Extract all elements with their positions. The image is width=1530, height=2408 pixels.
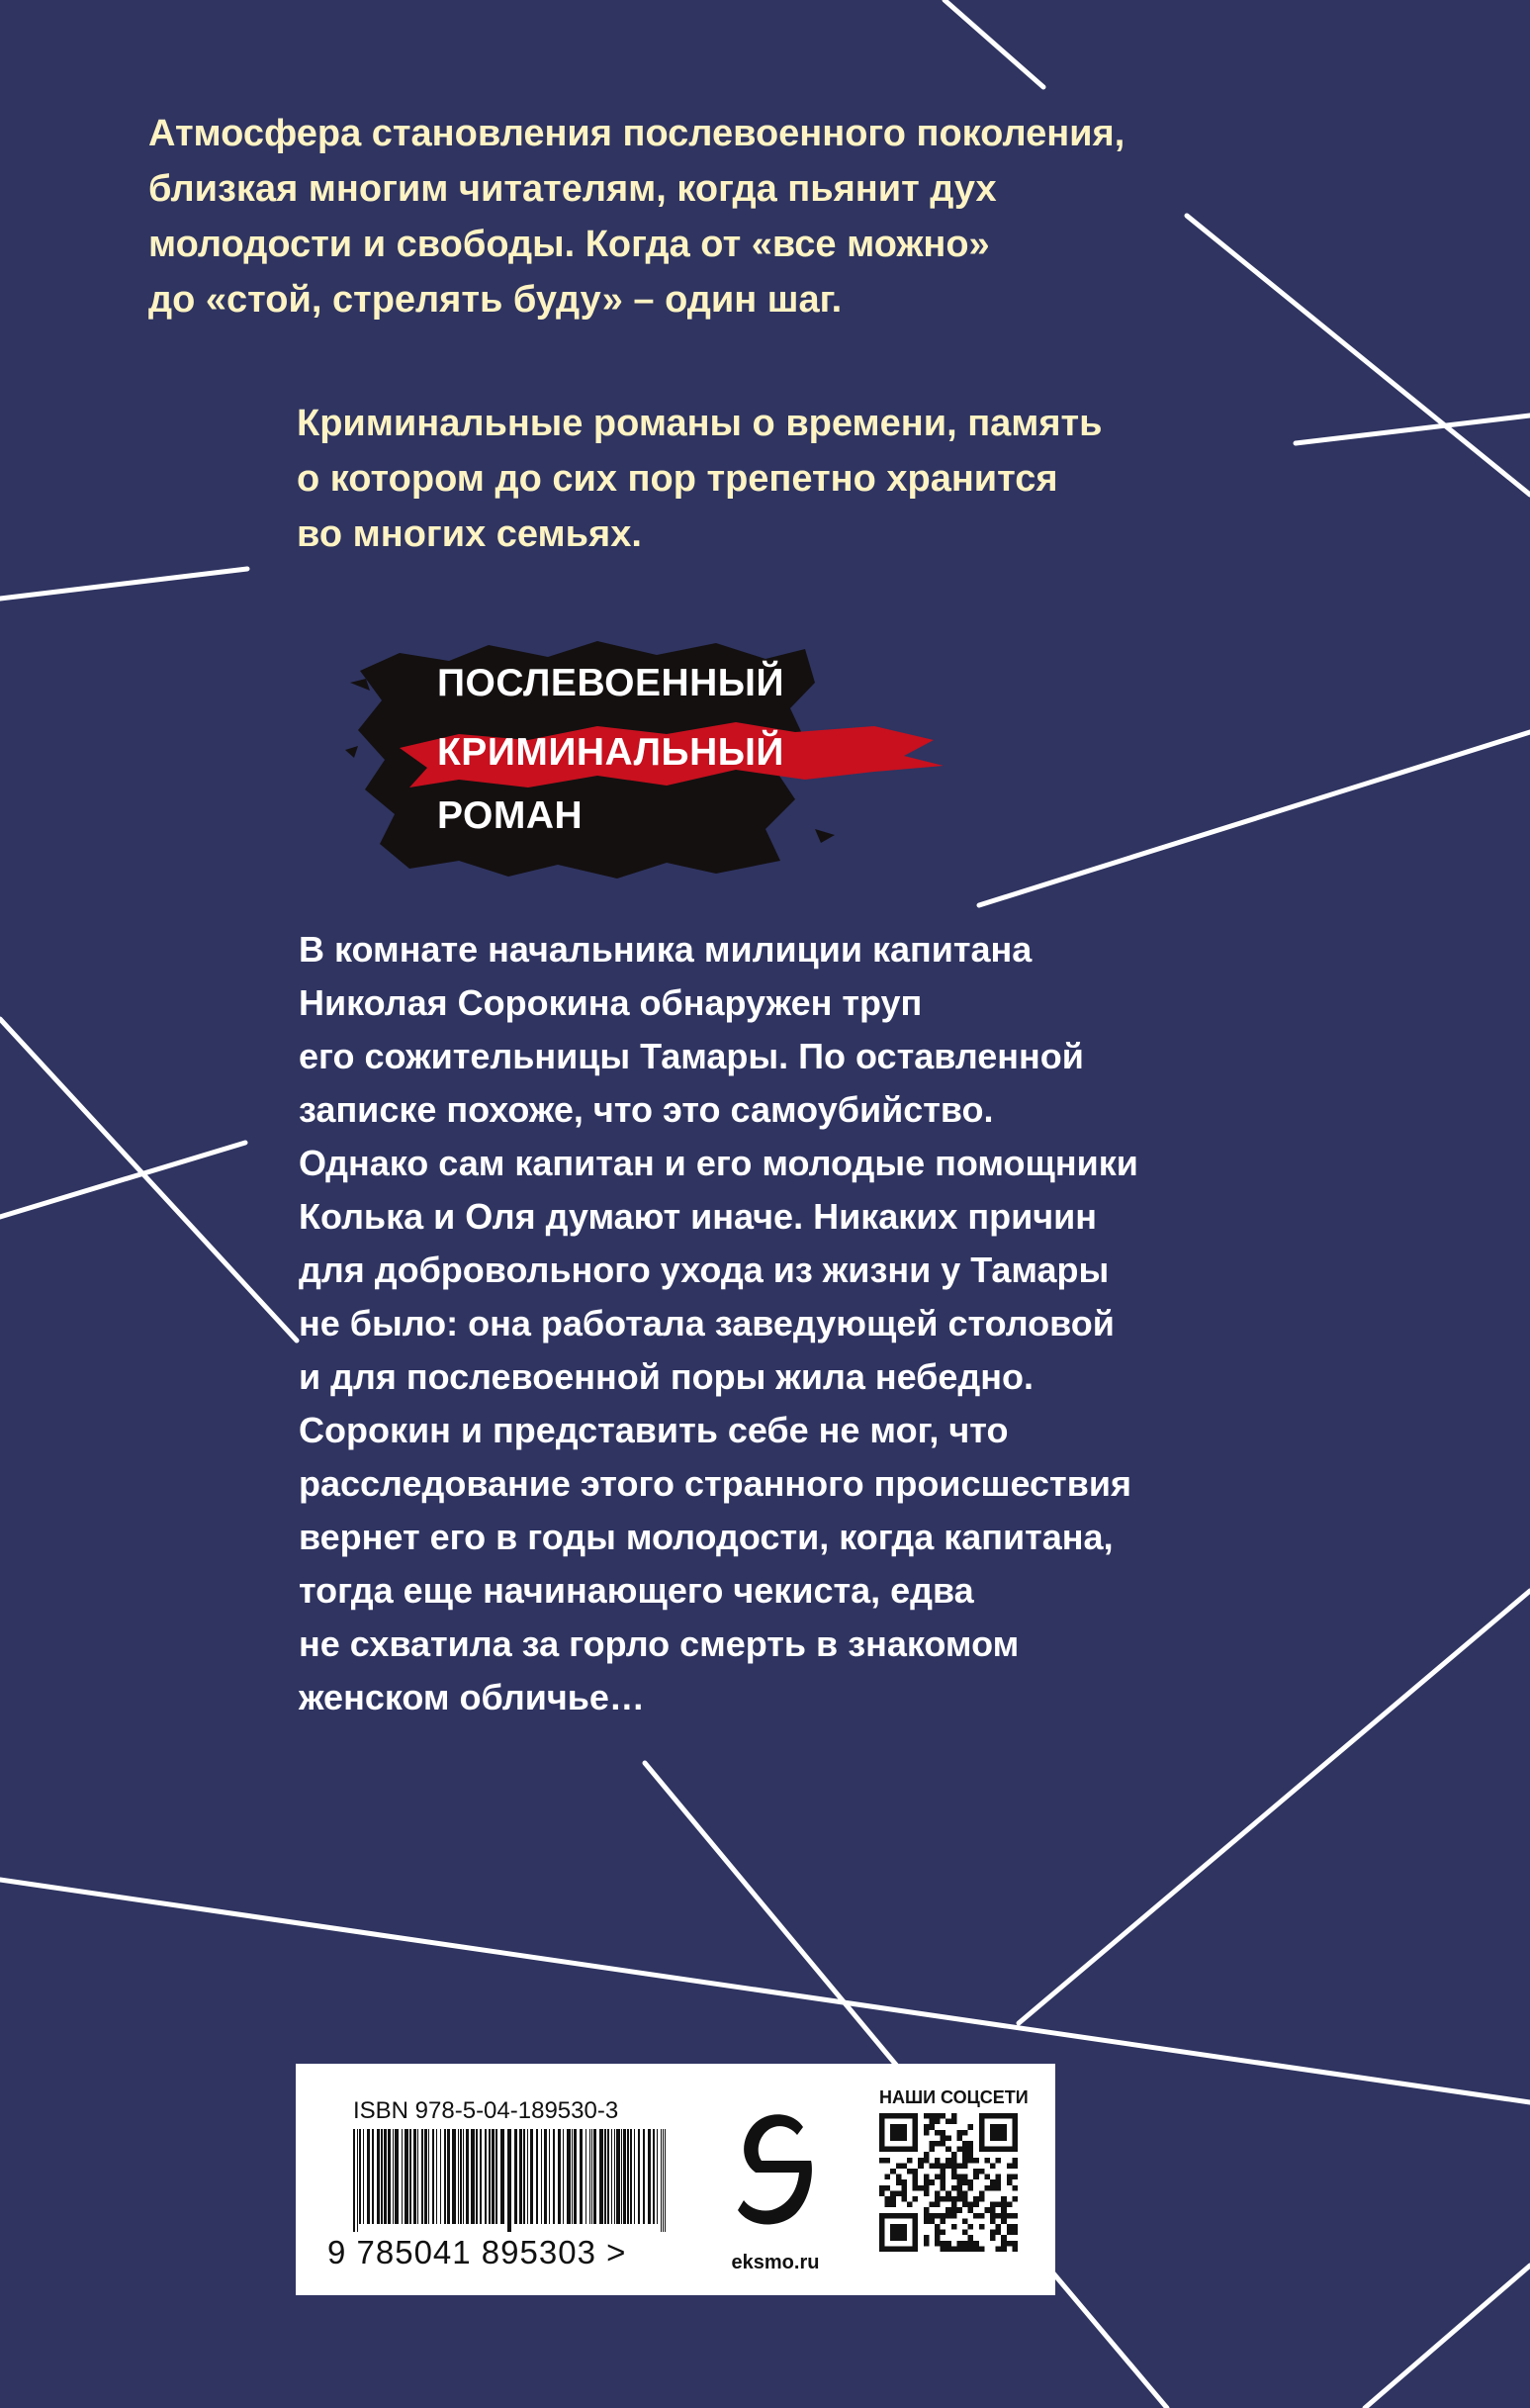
website-label: eksmo.ru xyxy=(731,2252,820,2273)
barcode-graphic xyxy=(353,2129,670,2232)
description-line: женском обличье… xyxy=(299,1677,645,1717)
description-line: расследование этого странного происшествия xyxy=(299,1463,1131,1504)
qr-code-icon xyxy=(879,2113,1018,2252)
blurb-1-line-3: молодости и свободы. Когда от «все можно» xyxy=(148,224,990,265)
publisher-info-box xyxy=(296,2064,1055,2295)
blurb-1-line-2: близкая многим читателям, когда пьянит дух xyxy=(148,168,997,210)
description-line: Однако сам капитан и его молодые помощники xyxy=(299,1143,1138,1183)
blurb-2-line-1: Криминальные романы о времени, память xyxy=(297,403,1103,444)
blurb-1-line-4: до «стой, стрелять буду» – один шаг. xyxy=(148,279,843,321)
description-line: его сожительницы Тамары. По оставленной xyxy=(299,1036,1084,1076)
blurb-2-line-3: во многих семьях. xyxy=(297,513,642,555)
blurb-paragraph-2 xyxy=(297,396,1103,562)
description-line: В комнате начальника милиции капитана xyxy=(299,929,1033,970)
barcode-digits: 9 785041 895303 > xyxy=(327,2234,627,2270)
description-line: не схватила за горло смерть в знакомом xyxy=(299,1623,1020,1664)
series-badge xyxy=(340,631,953,888)
description-line: вернет его в годы молодости, когда капитана, xyxy=(299,1517,1114,1557)
blurb-paragraph-1 xyxy=(148,106,1125,327)
series-line-3: РОМАН xyxy=(437,794,584,837)
description-line: Николая Сорокина обнаружен труп xyxy=(299,982,923,1023)
eksmo-logo-icon xyxy=(736,2101,815,2240)
book-description xyxy=(299,923,1307,1724)
description-line: Колька и Оля думают иначе. Никаких причин xyxy=(299,1196,1098,1237)
description-line: Сорокин и представить себе не мог, что xyxy=(299,1410,1009,1450)
description-line: тогда еще начинающего чекиста, едва xyxy=(299,1570,974,1611)
blurb-2-line-2: о котором до сих пор трепетно хранится xyxy=(297,458,1058,500)
description-line: не было: она работала заведующей столовой xyxy=(299,1303,1115,1343)
description-line: и для послевоенной поры жила небедно. xyxy=(299,1356,1034,1397)
series-line-1: ПОСЛЕВОЕННЫЙ xyxy=(437,662,785,704)
isbn-text: ISBN 978-5-04-189530-3 xyxy=(353,2097,619,2124)
description-line: записке похоже, что это самоубийство. xyxy=(299,1089,994,1130)
description-line: для добровольного ухода из жизни у Тамары xyxy=(299,1250,1110,1290)
blurb-1-line-1: Атмосфера становления послевоенного поколения, xyxy=(148,113,1125,154)
series-line-2: КРИМИНАЛЬНЫЙ xyxy=(437,731,784,774)
social-label: НАШИ СОЦСЕТИ xyxy=(879,2087,1029,2107)
